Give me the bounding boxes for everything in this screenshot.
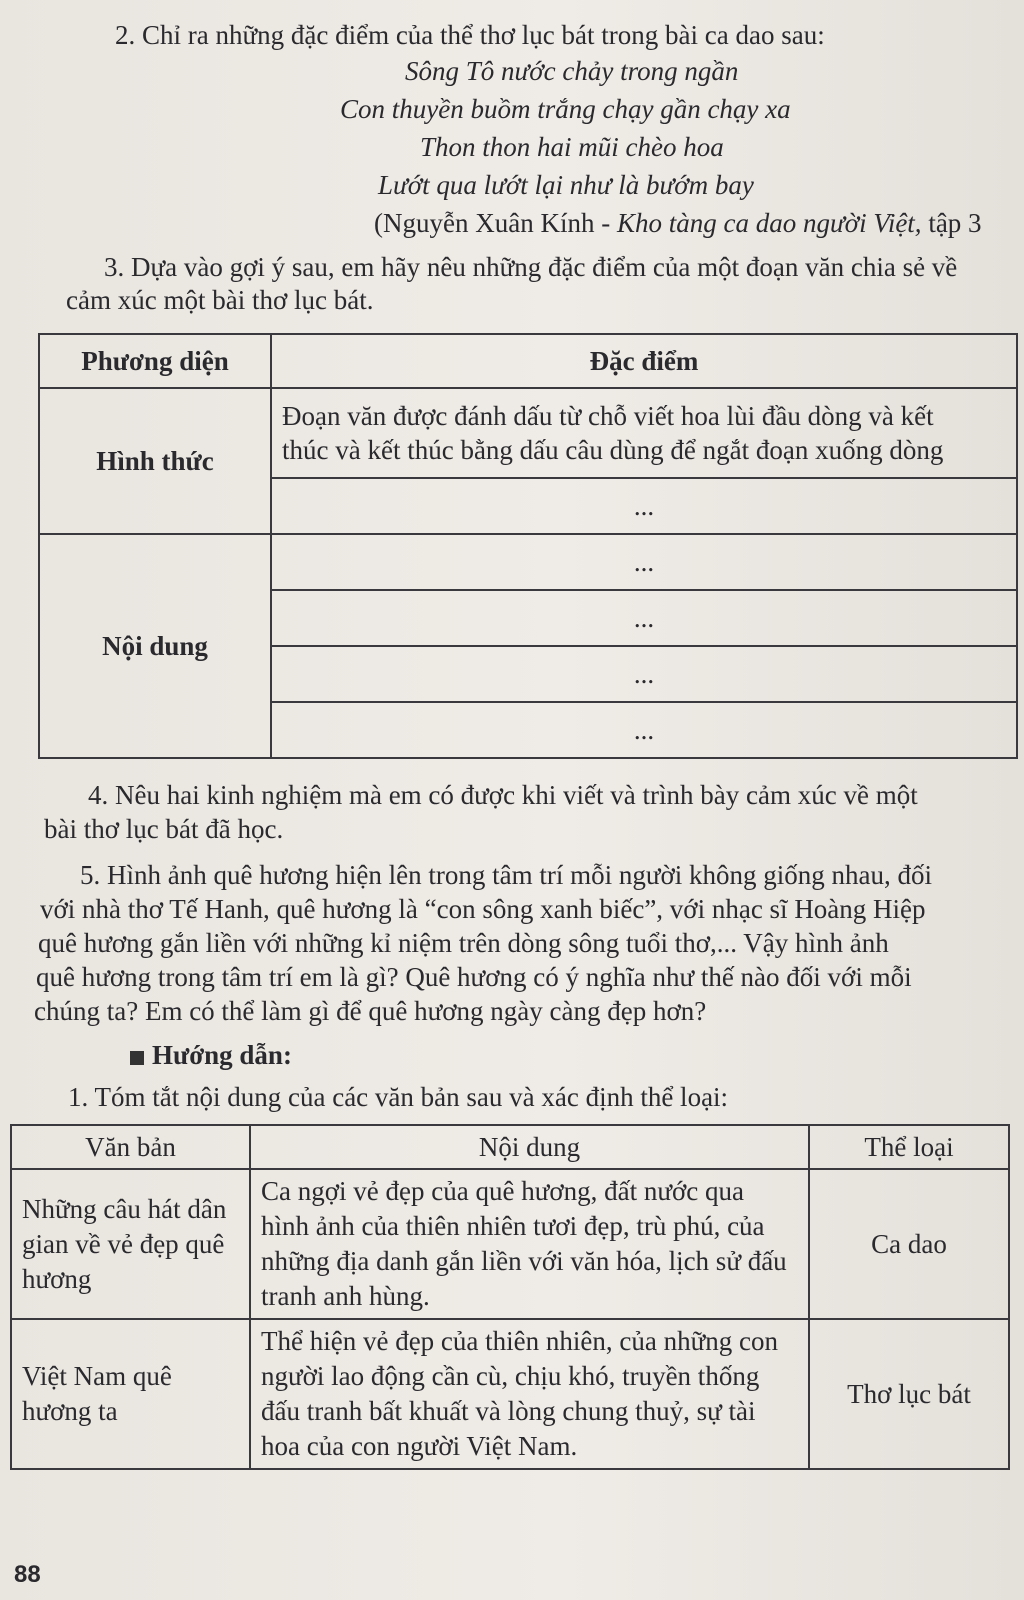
q5-line-5: chúng ta? Em có thể làm gì để quê hương ngày càng đẹp hơn? [34, 996, 707, 1026]
source-author: (Nguyễn Xuân Kính - [374, 208, 617, 238]
col-header-text: Văn bản [11, 1125, 250, 1169]
poem-line-3: Thon thon hai mũi chèo hoa [420, 132, 724, 162]
row-content: Ca ngợi vẻ đẹp của quê hương, đất nước qua hình ảnh của thiên nhiên tươi đẹp, trù phú, của những địa danh gắn liền với văn hóa, lịch sử đấu tranh anh hùng. [250, 1169, 809, 1319]
features-table [38, 333, 1018, 759]
col-header-content: Nội dung [250, 1125, 809, 1169]
poem-line-1: Sông Tô nước chảy trong ngần [405, 56, 739, 86]
summary-row [11, 1169, 1009, 1319]
poem-source [374, 208, 982, 239]
summary-row [11, 1319, 1009, 1469]
summary-table-header [11, 1125, 1009, 1169]
q5-line-3: quê hương gắn liền với những kỉ niệm trên dòng sông tuổi thơ,... Vậy hình ảnh [38, 928, 889, 958]
row-genre: Ca dao [809, 1169, 1009, 1319]
row-form [39, 388, 1017, 478]
guide-heading [130, 1040, 292, 1071]
q2-prompt: 2. Chỉ ra những đặc điểm của thể thơ lục bát trong bài ca dao sau: [115, 20, 825, 50]
square-bullet-icon [130, 1051, 144, 1065]
row-genre: Thơ lục bát [809, 1319, 1009, 1469]
label-content: Nội dung [39, 534, 271, 758]
content-ellipsis-3: ... [271, 646, 1017, 702]
content-ellipsis-2: ... [271, 590, 1017, 646]
form-description [271, 388, 1017, 478]
guide-item-1: 1. Tóm tắt nội dung của các văn bản sau và xác định thể loại: [68, 1082, 729, 1112]
q5-line-2: với nhà thơ Tế Hanh, quê hương là “con sông xanh biếc”, với nhạc sĩ Hoàng Hiệp [40, 894, 926, 924]
page-number: 88 [14, 1561, 41, 1588]
row-title: Việt Nam quê hương ta [11, 1319, 250, 1469]
q5-line-1: 5. Hình ảnh quê hương hiện lên trong tâm trí mỗi người không giống nhau, đối [80, 860, 932, 890]
col-header-feature: Đặc điểm [271, 334, 1017, 388]
form-description-line-1: Đoạn văn được đánh dấu từ chỗ viết hoa lùi đầu dòng và kết [282, 401, 934, 431]
row-content [39, 534, 1017, 590]
source-volume: tập 3 [921, 208, 982, 238]
features-table-header [39, 334, 1017, 388]
col-header-aspect: Phương diện [39, 334, 271, 388]
q5-line-4: quê hương trong tâm trí em là gì? Quê hương có ý nghĩa như thế nào đối với mỗi [36, 962, 912, 992]
poem-line-4: Lướt qua lướt lại như là bướm bay [378, 170, 754, 200]
content-ellipsis-1: ... [271, 534, 1017, 590]
summary-table [10, 1124, 1010, 1470]
col-header-genre: Thể loại [809, 1125, 1009, 1169]
form-ellipsis: ... [271, 478, 1017, 534]
source-title: Kho tàng ca dao người Việt, [616, 208, 922, 238]
q4-line-1: 4. Nêu hai kinh nghiệm mà em có được khi viết và trình bày cảm xúc về một [88, 780, 918, 810]
q4-line-2: bài thơ lục bát đã học. [44, 814, 284, 844]
content-ellipsis-4: ... [271, 702, 1017, 758]
form-description-line-2: thúc và kết thúc bằng dấu câu dùng để ngắt đoạn xuống dòng [282, 435, 944, 465]
q3-line-2: cảm xúc một bài thơ lục bát. [66, 285, 374, 315]
row-content: Thể hiện vẻ đẹp của thiên nhiên, của những con người lao động cần cù, chịu khó, truyền thống đấu tranh bất khuất và lòng chung thuỷ, sự tài hoa của con người Việt Nam. [250, 1319, 809, 1469]
poem-line-2: Con thuyền buồm trắng chạy gần chạy xa [340, 94, 791, 124]
label-form: Hình thức [39, 388, 271, 534]
guide-heading-text: Hướng dẫn: [152, 1040, 292, 1070]
row-title: Những câu hát dân gian về vẻ đẹp quê hương [11, 1169, 250, 1319]
q3-line-1: 3. Dựa vào gợi ý sau, em hãy nêu những đặc điểm của một đoạn văn chia sẻ về [104, 252, 958, 282]
